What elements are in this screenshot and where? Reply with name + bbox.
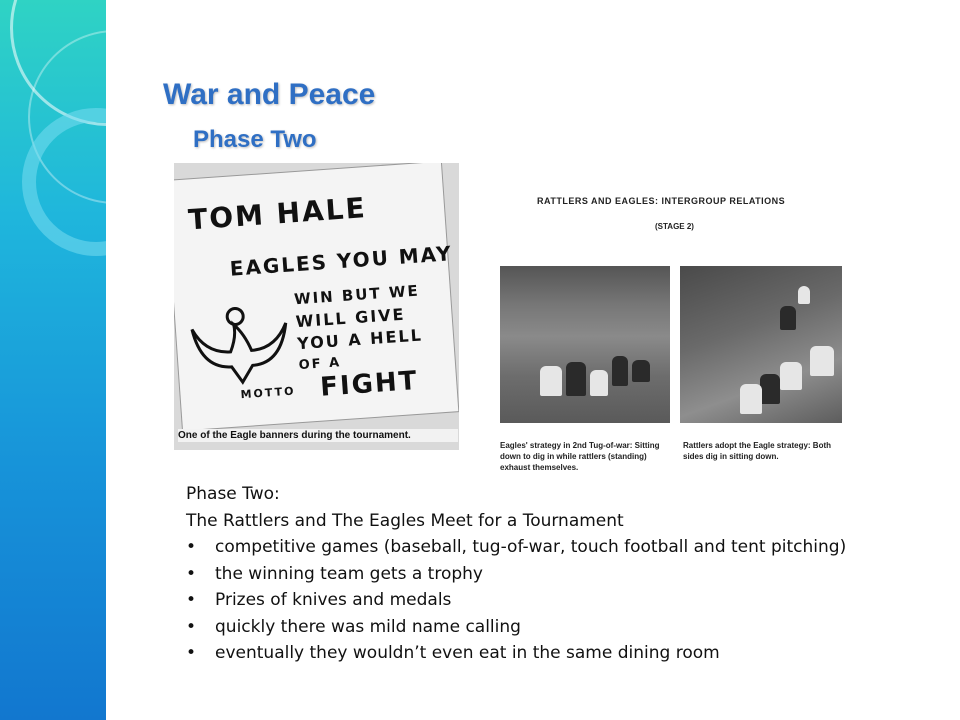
banner-text: FIGHT [319, 365, 420, 403]
bullet-icon: • [186, 537, 197, 557]
tug-photo-right [680, 266, 842, 423]
bullet-icon: • [186, 590, 197, 610]
banner-text: EAGLES YOU MAY [228, 241, 454, 281]
banner-text: MOTTO [240, 384, 296, 402]
bullet-item: • quickly there was mild name calling [186, 614, 926, 641]
body-intro: The Rattlers and The Eagles Meet for a Tournament [186, 510, 624, 531]
banner-text: WILL GIVE [295, 304, 407, 332]
banner-cloth [174, 163, 458, 430]
bullet-item: • the winning team gets a trophy [186, 561, 926, 588]
tug-photo-left [500, 266, 670, 423]
eagle-drawing-icon [182, 292, 298, 389]
banner-text: OF A [298, 355, 342, 374]
photo-caption: One of the Eagle banners during the tournament. [178, 429, 458, 442]
photo-caption: Rattlers adopt the Eagle strategy: Both sides dig in sitting down. [683, 441, 832, 461]
sidebar-decoration [0, 0, 106, 720]
tug-of-war-photo [495, 184, 847, 484]
photo-caption: Eagles' strategy in 2nd Tug-of-war: Sitting down to dig in while rattlers (standing) exhaust themselves. [500, 441, 660, 472]
slide-body [186, 481, 926, 667]
banner-text: YOU A HELL [296, 325, 424, 354]
eagle-banner-photo [174, 163, 459, 450]
bullet-item: • Prizes of knives and medals [186, 587, 926, 614]
bullet-icon: • [186, 563, 197, 584]
bullet-item: • eventually they wouldn’t even eat in the same dining room [186, 640, 926, 667]
banner-text: WIN BUT WE [293, 281, 421, 309]
bullet-list [186, 534, 926, 667]
bullet-icon: • [186, 643, 197, 663]
bullet-item: • competitive games (baseball, tug-of-war, touch football and tent pitching) [186, 534, 926, 561]
bullet-icon: • [186, 616, 197, 637]
body-intro: Phase Two: [186, 484, 280, 504]
slide-title: War and Peace [163, 78, 376, 111]
photo-heading: RATTLERS AND EAGLES: INTERGROUP RELATIONS [537, 196, 786, 206]
slide-subtitle: Phase Two [193, 126, 317, 153]
banner-text: TOM HALE [187, 191, 368, 237]
photo-stage-label: (STAGE 2) [655, 222, 694, 231]
